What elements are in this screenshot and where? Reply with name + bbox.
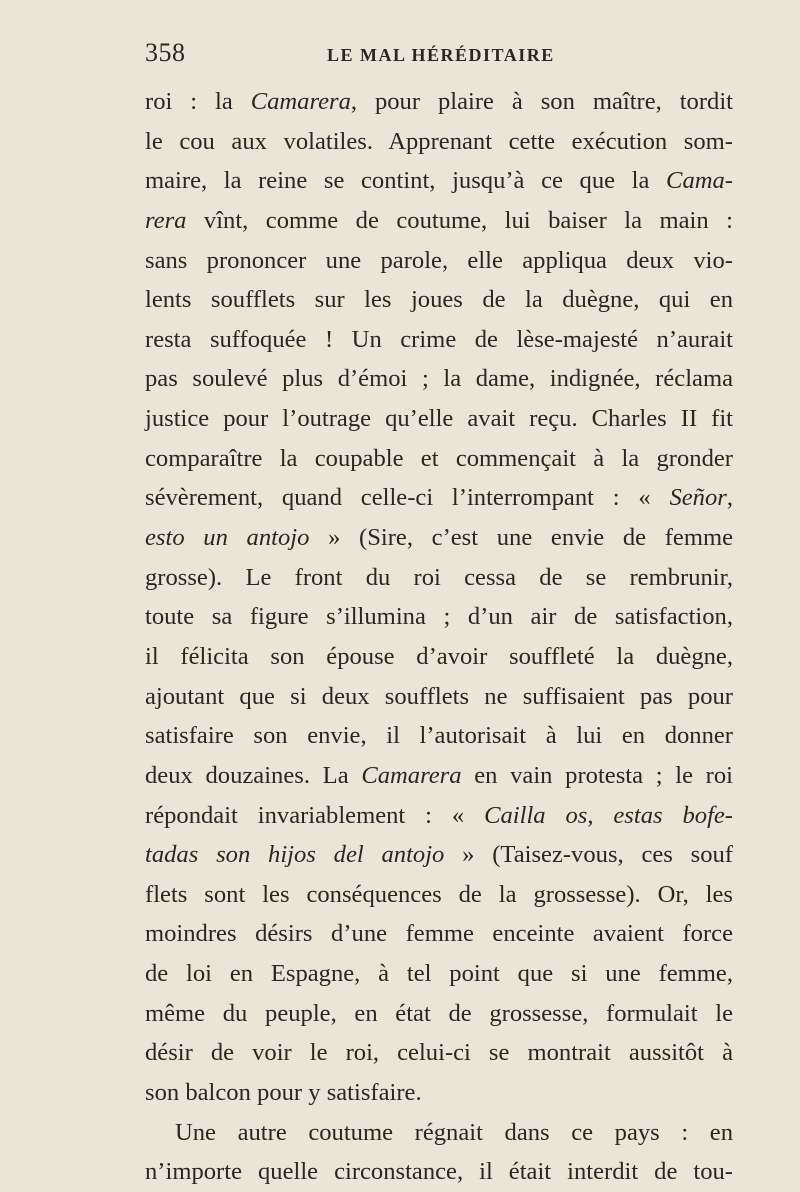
- text-line: [145, 518, 733, 558]
- text-line: [145, 994, 733, 1034]
- text-line: [145, 716, 733, 756]
- text-line: [145, 280, 733, 320]
- text-run: sans prononcer une parole, elle appliqua deux vio-: [145, 246, 733, 274]
- text-run: il félicita son épouse d’avoir souffleté la duègne,: [145, 642, 733, 670]
- text-run: même du peuple, en état de grossesse, formulait le: [145, 999, 733, 1027]
- italic-text-run: rera: [145, 206, 187, 234]
- text-run: justice pour l’outrage qu’elle avait reçu. Charles II fit: [145, 405, 733, 433]
- text-line: [145, 82, 733, 122]
- text-line: [145, 439, 733, 479]
- italic-text-run: Cama-: [666, 167, 733, 195]
- text-line: [145, 241, 733, 281]
- page-header: [145, 38, 733, 78]
- text-line: [145, 320, 733, 360]
- text-line: [145, 201, 733, 241]
- text-run: ajoutant que si deux soufflets ne suffisaient pas pour: [145, 682, 733, 710]
- text-run: pas soulevé plus d’émoi ; la dame, indignée, réclama: [145, 365, 733, 393]
- text-line: [145, 597, 733, 637]
- text-run: son balcon pour y satisfaire.: [145, 1079, 422, 1107]
- text-line: [145, 1113, 733, 1153]
- text-run: Une autre coutume régnait dans ce pays : en: [175, 1118, 733, 1146]
- text-line: [145, 954, 733, 994]
- text-line: [145, 677, 733, 717]
- text-line: [145, 478, 733, 518]
- text-run: deux douzaines. La: [145, 761, 362, 789]
- text-run: désir de voir le roi, celui-ci se montrait aussitôt à: [145, 1039, 733, 1067]
- text-run: » (Taisez-vous, ces souf: [444, 841, 733, 869]
- text-run: grosse). Le front du roi cessa de se rembrunir,: [145, 563, 733, 591]
- text-run: maire, la reine se contint, jusqu’à ce que la: [145, 167, 667, 195]
- text-line: [145, 161, 733, 201]
- italic-text-run: Cailla os: [484, 801, 588, 829]
- text-line: [145, 637, 733, 677]
- text-line: [145, 1033, 733, 1073]
- italic-text-run: esto un antojo: [145, 524, 310, 552]
- text-run: de loi en Espagne, à tel point que si une femme,: [145, 960, 733, 988]
- text-line: [145, 756, 733, 796]
- text-run: le cou aux volatiles. Apprenant cette exécution som-: [145, 127, 733, 155]
- text-line: [145, 1152, 733, 1192]
- italic-text-run: Señor: [669, 484, 727, 512]
- text-run: satisfaire son envie, il l’autorisait à lui en donner: [145, 722, 733, 750]
- text-run: flets sont les conséquences de la grossesse). Or, les: [145, 880, 733, 908]
- text-run: répondait invariablement : «: [145, 801, 485, 829]
- text-line: [145, 359, 733, 399]
- text-run: n’importe quelle circonstance, il était interdit de tou-: [145, 1158, 733, 1186]
- text-run: lents soufflets sur les joues de la duègne, qui en: [145, 286, 733, 314]
- text-run: ,: [587, 801, 614, 829]
- italic-text-run: Camarera: [250, 88, 351, 115]
- text-run: vînt, comme de coutume, lui baiser la main :: [186, 206, 733, 234]
- body-text: [145, 82, 733, 1192]
- text-line: [145, 835, 733, 875]
- text-line: [145, 399, 733, 439]
- text-run: comparaître la coupable et commençait à la gronder: [145, 444, 733, 472]
- text-line: [145, 875, 733, 915]
- text-line: [145, 914, 733, 954]
- text-run: ,: [726, 484, 733, 512]
- page-number: 358: [145, 38, 186, 67]
- text-run: resta suffoquée ! Un crime de lèse-majesté n’aurait: [145, 325, 733, 353]
- text-run: toute sa figure s’illumina ; d’un air de satisfaction,: [145, 603, 733, 631]
- text-line: [145, 796, 733, 836]
- text-line: [145, 1073, 733, 1113]
- italic-text-run: estas bofe-: [613, 801, 734, 829]
- text-run: en vain protesta ; le roi: [461, 761, 734, 789]
- italic-text-run: tadas son hijos del antojo: [145, 841, 445, 869]
- text-run: roi : la: [145, 88, 251, 115]
- italic-text-run: Camarera: [361, 761, 462, 789]
- text-line: [145, 558, 733, 598]
- running-title: LE MAL HÉRÉDITAIRE: [327, 45, 555, 65]
- text-run: sévèrement, quand celle-ci l’interrompant : «: [145, 484, 670, 512]
- text-line: [145, 122, 733, 162]
- text-run: , pour plaire à son maître, tordit: [350, 88, 733, 115]
- text-run: » (Sire, c’est une envie de femme: [309, 524, 733, 552]
- text-run: moindres désirs d’une femme enceinte avaient force: [145, 920, 733, 948]
